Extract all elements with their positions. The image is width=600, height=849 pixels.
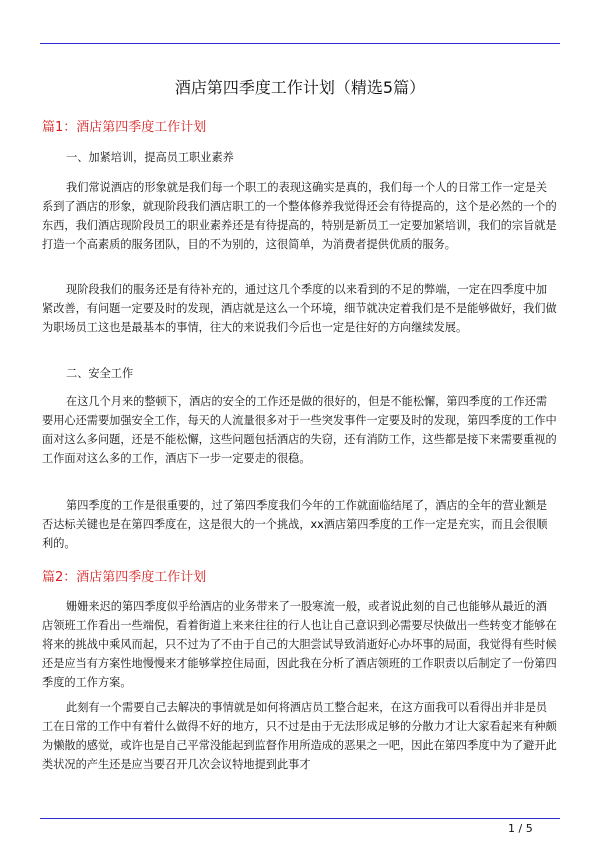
paragraph-text: 第四季度的工作是很重要的，过了第四季度我们今年的工作就面临结尾了，酒店的全年的营业额是否达标关键也是在第四季度在，这是很大的一个挑战，xx酒店第四季度的工作一定是充实，而且会很顺利的。: [42, 499, 548, 550]
paragraph-6: [42, 698, 558, 774]
paragraph-3: [42, 392, 558, 468]
paragraph-text: 姗姗来迟的第四季度似乎给酒店的业务带来了一股寒流一般，或者说此刻的自己也能够从最近的酒店领班工作看出一些端倪，看着街道上来来往往的行人也让自己意识到必需要尽快做出一些转变才能够在将来的挑战中乘风而起，只不过为了不由于自己的大胆尝试导致消逝好心办坏事的局面，我觉得有些时候还是应当有方案性地慢慢来才能够掌控住局面，因此我在分析了酒店领班的工作职责以后制定了一份第四季度的工作方案。: [42, 600, 557, 689]
subheading-text: 一、加紧培训，提高员工职业素养: [66, 151, 234, 164]
paragraph-text: 我们常说酒店的形象就是我们每一个职工的表现这确实是真的，我们每一个人的日常工作一定是关系到了酒店的形象，就现阶段我们酒店职工的一个整体修养我觉得还会有待提高的，这个是必然的一个的东西，我们酒店现阶段员工的职业素养还是有待提高的，特别是新员工一定要加紧培训，我们的宗旨就是打造一个高素质的服务团队，目的不为别的，这很简单，为消费者提供优质的服务。: [42, 181, 557, 251]
section-heading-2: 篇2：酒店第四季度工作计划: [42, 570, 207, 585]
section-heading-1: 篇1：酒店第四季度工作计划: [42, 120, 207, 135]
subheading-text: 二、安全工作: [66, 367, 134, 380]
paragraph-text: 此刻有一个需要自己去解决的事情就是如何将酒店员工整合起来，在这方面我可以看得出并非是员工在日常的工作中有着什么做得不好的地方，只不过是由于无法形成足够的分散力才让大家看起来有种颇为懒散的感觉，或许也是自己平常没能起到监督作用所造成的恶果之一吧，因此在第四季度中为了避开此类状况的产生还是应当要召开几次会议特地提到此事才: [42, 701, 557, 771]
paragraph-5: [42, 597, 558, 692]
paragraph-4: [42, 496, 558, 553]
paragraph-1: [42, 178, 558, 254]
paragraph-2: [42, 280, 558, 337]
footer-rule: [40, 818, 560, 819]
paragraph-text: 现阶段我们的服务还是有待补充的，通过这几个季度的以来看到的不足的弊端，一定在四季度中加紧改善，有问题一定要及时的发现，酒店就是这么一个环境，细节就决定着我们是不是能够做好，我们做为职场员工这也是最基本的事情，往大的来说我们今后也一定是往好的方向继续发展。: [42, 283, 557, 334]
paragraph-text: 在这几个月来的整顿下，酒店的安全的工作还是做的很好的，但是不能松懈，第四季度的工作还需要用心还需要加强安全工作，每天的人流量很多对于一些突发事件一定要及时的发现，第四季度的工作中面对这么多问题，还是不能松懈，这些问题包括酒店的失窃，还有消防工作，这些都是接下来需要重视的工作面对这么多的工作，酒店下一步一定要走的很稳。: [42, 395, 557, 465]
page-number: 1 / 5: [508, 822, 533, 835]
subheading-safety: [42, 364, 558, 383]
header-rule: [40, 43, 560, 44]
document-title: 酒店第四季度工作计划（精选5篇）: [174, 78, 426, 97]
subheading-training: [42, 148, 558, 167]
